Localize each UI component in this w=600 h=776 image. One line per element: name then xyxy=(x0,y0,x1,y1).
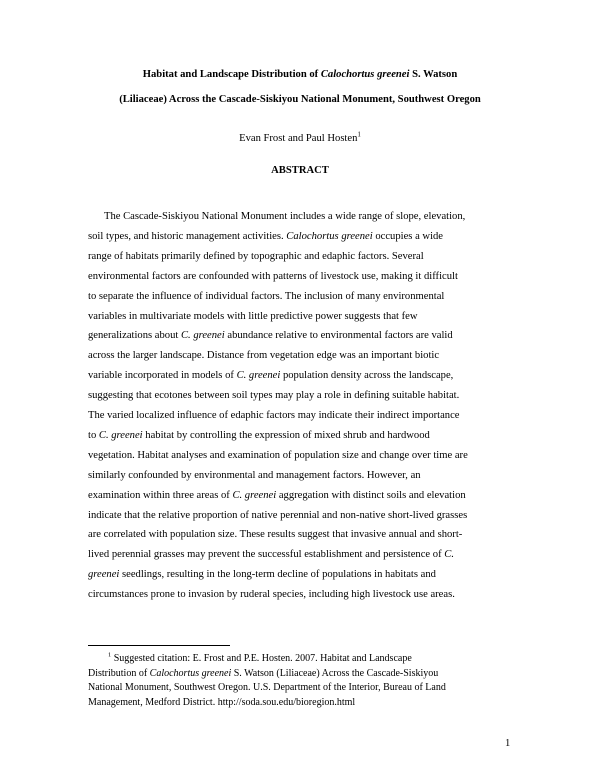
abstract-line xyxy=(88,589,518,600)
footnote-line-part: S. Watson (Liliaceae) Across the Cascade-Siskiyou xyxy=(231,667,439,679)
title-line-2: (Liliaceae) Across the Cascade-Siskiyou National Monument, Southwest Oregon xyxy=(119,94,481,105)
abstract-line-part: environmental factors are confounded with patterns of livestock use, making it difficult xyxy=(88,270,458,282)
author-names: Evan Frost and Paul Hosten xyxy=(239,133,358,144)
abstract-line-part: indicate that the relative proportion of native perennial and non-native short-lived grasses xyxy=(88,509,468,521)
abstract-line-part: C. xyxy=(444,549,454,561)
abstract-line-part: habitat by controlling the expression of mixed shrub and hardwood xyxy=(142,429,430,441)
abstract-line xyxy=(88,410,518,421)
abstract-line xyxy=(88,510,518,521)
footnote-mark: 1 xyxy=(357,130,361,139)
abstract-line-part: Calochortus greenei xyxy=(286,230,373,242)
footnote-line-part: Suggested citation: E. Frost and P.E. Hosten. 2007. Habitat and Landscape xyxy=(111,653,412,664)
abstract-line-part: variables in multivariate models with little predictive power suggests that few xyxy=(88,310,418,322)
abstract-line-part: circumstances prone to invasion by ruderal species, including high livestock use areas. xyxy=(88,589,455,601)
title-post: S. Watson xyxy=(409,69,458,80)
abstract-line-part: similarly confounded by environmental and management factors. However, an xyxy=(88,469,421,481)
abstract-line-part: range of habitats primarily defined by topographic and edaphic factors. Several xyxy=(88,250,424,262)
abstract-line xyxy=(88,529,518,540)
abstract-line-part: aggregation with distinct soils and elevation xyxy=(276,489,466,501)
footnote-separator xyxy=(88,645,230,646)
abstract-line xyxy=(88,549,518,560)
footnote-line xyxy=(88,682,528,693)
abstract-line-part: population density across the landscape, xyxy=(280,370,454,382)
abstract-line-part: greenei xyxy=(88,569,120,581)
abstract-line-part: C. greenei xyxy=(98,429,143,441)
abstract-line xyxy=(88,470,518,481)
abstract-line xyxy=(88,450,518,461)
abstract-line-part: abundance relative to environmental factors are valid xyxy=(224,330,453,342)
page-number: 1 xyxy=(505,738,511,749)
abstract-line-part: are correlated with population size. These results suggest that invasive annual and short- xyxy=(88,529,463,541)
title-pre: Habitat and Landscape Distribution of xyxy=(142,69,321,80)
abstract-line-part: The varied localized influence of edaphic factors may indicate their indirect importance xyxy=(88,410,460,421)
abstract-line xyxy=(88,350,518,361)
footnote-line xyxy=(88,697,528,708)
abstract-heading: ABSTRACT xyxy=(271,165,329,176)
abstract-line-part: seedlings, resulting in the long-term decline of populations in habitats and xyxy=(119,569,436,581)
title-species: Calochortus greenei xyxy=(320,69,410,80)
abstract-line-part: examination within three areas of xyxy=(88,489,233,501)
abstract-line xyxy=(88,370,518,381)
abstract-line xyxy=(88,330,518,341)
abstract-line-part: variable incorporated in models of xyxy=(88,370,237,382)
abstract-line-part: C. greenei xyxy=(232,489,277,501)
footnote-line-part: Distribution of xyxy=(88,667,150,679)
footnote-line xyxy=(108,653,548,664)
abstract-line-part: occupies a wide xyxy=(372,230,444,242)
abstract-line-part: C. greenei xyxy=(180,330,225,342)
abstract-line xyxy=(88,291,518,302)
abstract-line-part: The Cascade-Siskiyou National Monument includes a wide range of slope, elevation, xyxy=(104,211,466,222)
abstract-line-part: suggesting that ecotones between soil types may play a role in defining suitable habitat. xyxy=(88,390,460,402)
footnote-line-part: National Monument, Southwest Oregon. U.S. Department of the Interior, Bureau of Land xyxy=(88,682,446,694)
abstract-line-part: to xyxy=(88,429,99,441)
abstract-line xyxy=(88,251,518,262)
abstract-line xyxy=(88,311,518,322)
abstract-line-part: vegetation. Habitat analyses and examination of population size and change over time are xyxy=(88,449,468,461)
abstract-line-part: lived perennial grasses may prevent the successful establishment and persistence of xyxy=(88,549,445,561)
abstract-line-part: C. greenei xyxy=(236,370,281,382)
abstract-line-part: generalizations about xyxy=(88,330,181,342)
abstract-line xyxy=(104,211,534,222)
abstract-line xyxy=(88,490,518,501)
abstract-line xyxy=(88,430,518,441)
abstract-line-part: across the larger landscape. Distance from vegetation edge was an important biotic xyxy=(88,350,440,362)
footnote-line-part: Calochortus greenei xyxy=(149,667,232,679)
footnote-number: 1 xyxy=(108,651,112,659)
abstract-line xyxy=(88,390,518,401)
abstract-line xyxy=(88,569,518,580)
title-line-1 xyxy=(60,69,540,80)
footnote-line xyxy=(88,668,528,679)
abstract-line-part: to separate the influence of individual factors. The inclusion of many environmental xyxy=(88,290,445,302)
abstract-line-part: soil types, and historic management activities. xyxy=(88,230,287,242)
footnote-line-part: Management, Medford District. http://soda.sou.edu/bioregion.html xyxy=(88,696,356,708)
abstract-line xyxy=(88,271,518,282)
authors xyxy=(0,130,600,144)
abstract-line xyxy=(88,231,518,242)
